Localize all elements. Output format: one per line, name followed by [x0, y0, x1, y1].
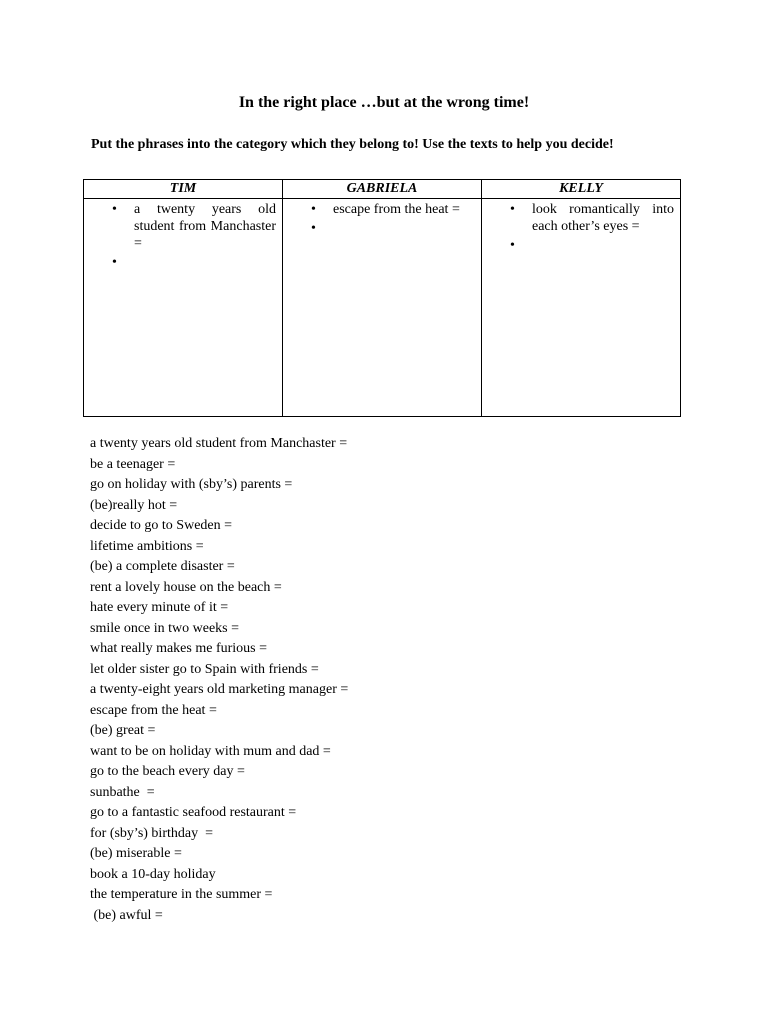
phrase-item: hate every minute of it =: [90, 600, 229, 615]
phrase-item: what really makes me furious =: [90, 641, 268, 656]
list-item: • look romantically into each other’s eyes =: [482, 201, 674, 235]
instructions: Put the phrases into the category which they belong to! Use the texts to help you decide!: [91, 137, 614, 152]
header-gabriela: GABRIELA: [283, 180, 482, 199]
phrase-item: go on holiday with (sby’s) parents =: [90, 477, 293, 492]
list-item: [84, 254, 276, 271]
phrase-item: (be) awful =: [90, 907, 163, 923]
list-item: [482, 237, 674, 254]
phrase-item: (be)really hot =: [90, 497, 178, 513]
column-kelly: [482, 199, 681, 417]
phrase-item: smile once in two weeks =: [90, 620, 240, 636]
list-item: • a twenty years old student from Manchaster =: [84, 201, 276, 252]
phrase-item: rent a lovely house on the beach =: [90, 579, 282, 595]
phrase-item: the temperature in the summer =: [90, 887, 273, 902]
phrase-item: escape from the heat =: [90, 702, 217, 718]
phrase-item: sunbathe =: [90, 784, 155, 800]
page-title: In the right place …but at the wrong time!: [238, 94, 530, 111]
phrase-item: book a 10-day holiday: [90, 866, 216, 882]
column-gabriela: [283, 199, 482, 417]
phrase-item: want to be on holiday with mum and dad =: [90, 743, 331, 759]
phrase-item: lifetime ambitions =: [90, 538, 204, 554]
phrase-item: decide to go to Sweden =: [90, 518, 233, 533]
gabriela-list: [283, 201, 475, 237]
phrase-item: let older sister go to Spain with friends =: [90, 661, 319, 677]
phrase-item: a twenty-eight years old marketing manager =: [90, 682, 349, 697]
phrase-list: [90, 434, 348, 926]
phrase-item: be a teenager =: [90, 456, 176, 472]
kelly-list: [482, 201, 674, 254]
phrase-item: (be) a complete disaster =: [90, 559, 235, 574]
phrase-item: (be) miserable =: [90, 846, 182, 861]
phrase-item: (be) great =: [90, 723, 156, 738]
list-item: • escape from the heat =: [283, 201, 475, 218]
header-kelly: KELLY: [482, 180, 681, 199]
phrase-item: for (sby’s) birthday =: [90, 825, 213, 841]
tim-list: [84, 201, 276, 271]
column-tim: [84, 199, 283, 417]
category-table: [83, 179, 681, 417]
phrase-item: go to the beach every day =: [90, 764, 245, 779]
list-item: [283, 220, 475, 237]
phrase-item: a twenty years old student from Manchaster =: [90, 436, 348, 451]
phrase-item: go to a fantastic seafood restaurant =: [90, 805, 297, 820]
header-tim: TIM: [84, 180, 283, 199]
